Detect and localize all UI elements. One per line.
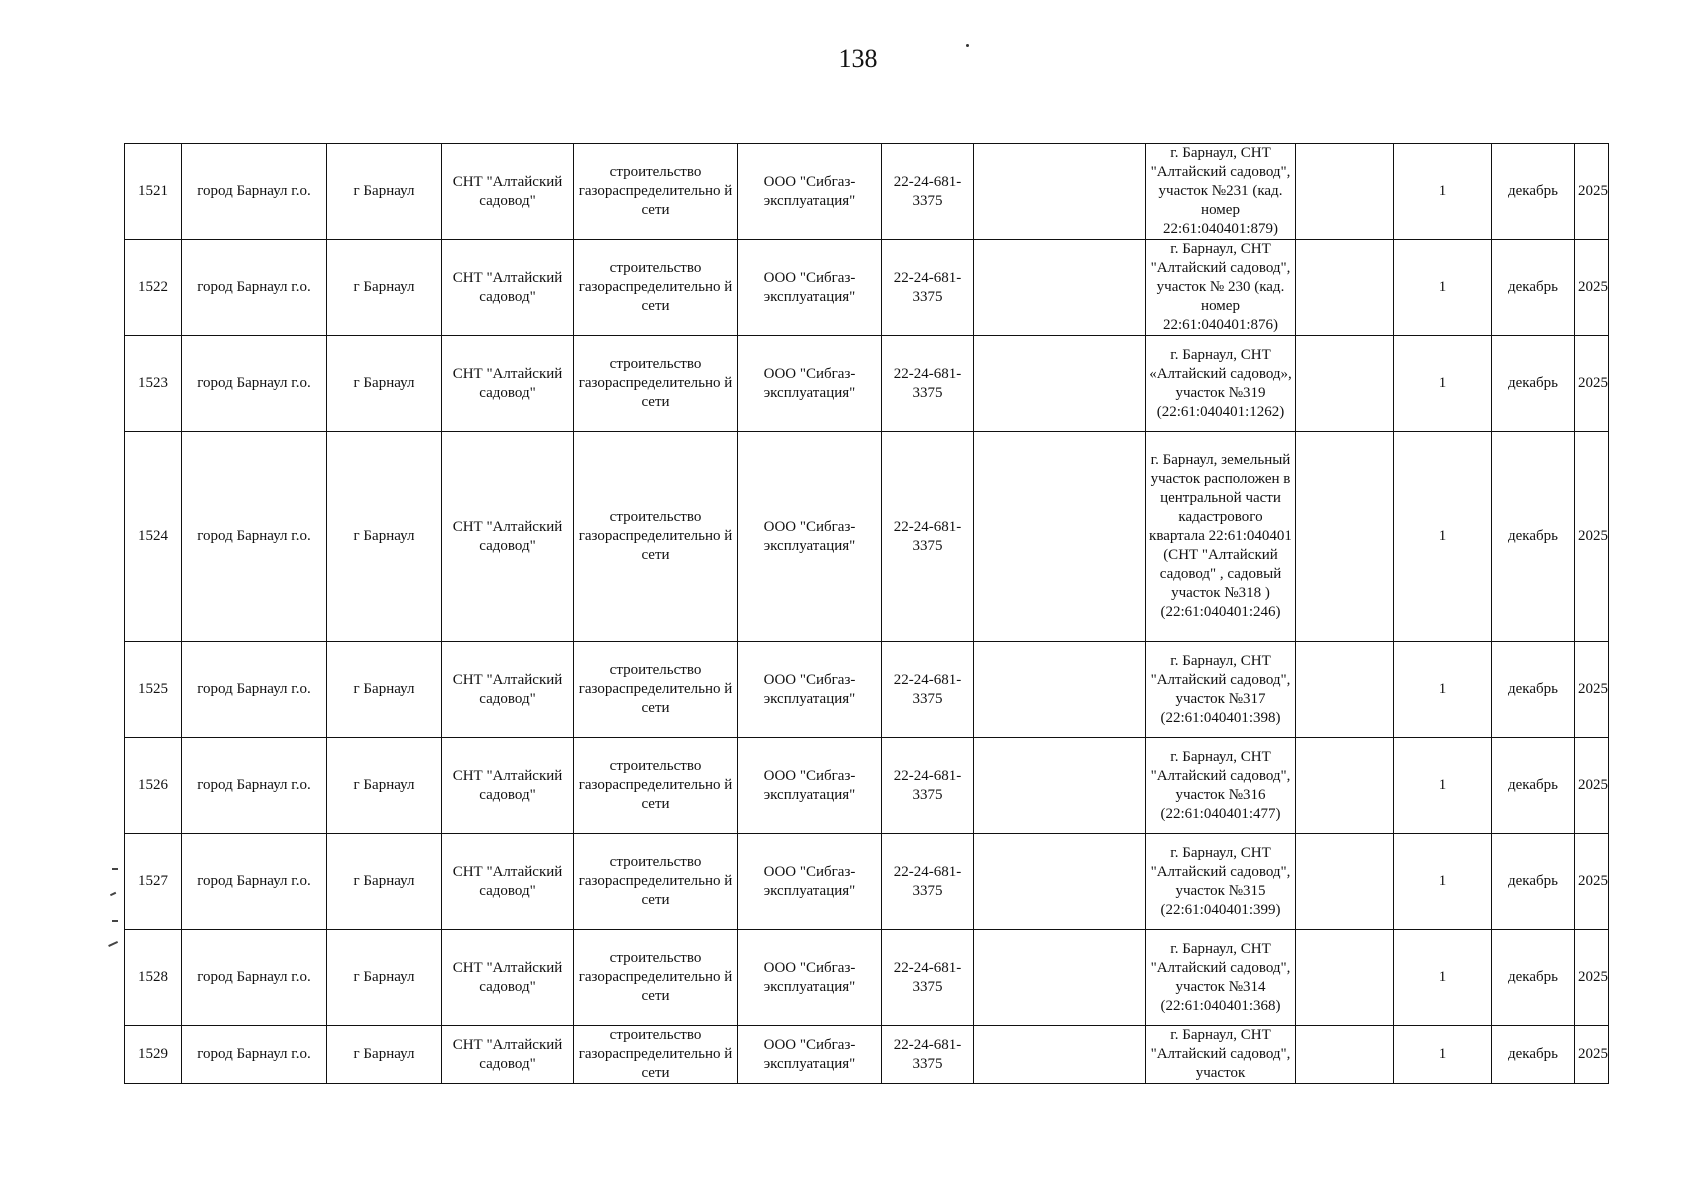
settlement-cell: г Барнаул	[327, 930, 442, 1026]
blank-cell	[1296, 642, 1394, 738]
row-number: 1524	[125, 432, 182, 642]
object-cell: СНТ "Алтайский садовод"	[442, 336, 574, 432]
blank-cell	[974, 834, 1146, 930]
municipality-cell: город Барнаул г.о.	[182, 738, 327, 834]
settlement-cell: г Барнаул	[327, 336, 442, 432]
month-cell: декабрь	[1492, 738, 1575, 834]
year-cell: 2025	[1575, 642, 1609, 738]
registration-number-cell: 22-24-681-3375	[882, 930, 974, 1026]
work-type-cell: строительство газораспределительно й сети	[574, 240, 738, 336]
registration-number-cell: 22-24-681-3375	[882, 642, 974, 738]
organization-cell: ООО "Сибгаз-эксплуатация"	[738, 930, 882, 1026]
year-cell: 2025	[1575, 336, 1609, 432]
address-cell: г. Барнаул, СНТ "Алтайский садовод", участок	[1146, 1026, 1296, 1084]
address-cell: г. Барнаул, СНТ "Алтайский садовод", участок №314 (22:61:040401:368)	[1146, 930, 1296, 1026]
table-row	[125, 432, 1609, 642]
blank-cell	[974, 240, 1146, 336]
registry-table	[124, 143, 1609, 1084]
month-cell: декабрь	[1492, 930, 1575, 1026]
address-cell: г. Барнаул, СНТ "Алтайский садовод", участок №316 (22:61:040401:477)	[1146, 738, 1296, 834]
table-row	[125, 336, 1609, 432]
blank-cell	[974, 930, 1146, 1026]
row-number: 1525	[125, 642, 182, 738]
object-cell: СНТ "Алтайский садовод"	[442, 1026, 574, 1084]
organization-cell: ООО "Сибгаз-эксплуатация"	[738, 642, 882, 738]
table-row	[125, 930, 1609, 1026]
year-cell: 2025	[1575, 834, 1609, 930]
organization-cell: ООО "Сибгаз-эксплуатация"	[738, 336, 882, 432]
month-cell: декабрь	[1492, 432, 1575, 642]
count-cell: 1	[1394, 642, 1492, 738]
row-number: 1527	[125, 834, 182, 930]
work-type-cell: строительство газораспределительно й сети	[574, 642, 738, 738]
organization-cell: ООО "Сибгаз-эксплуатация"	[738, 432, 882, 642]
work-type-cell: строительство газораспределительно й сети	[574, 1026, 738, 1084]
month-cell: декабрь	[1492, 834, 1575, 930]
municipality-cell: город Барнаул г.о.	[182, 1026, 327, 1084]
year-cell: 2025	[1575, 144, 1609, 240]
registration-number-cell: 22-24-681-3375	[882, 432, 974, 642]
table-row	[125, 834, 1609, 930]
object-cell: СНТ "Алтайский садовод"	[442, 738, 574, 834]
month-cell: декабрь	[1492, 336, 1575, 432]
blank-cell	[974, 642, 1146, 738]
work-type-cell: строительство газораспределительно й сети	[574, 432, 738, 642]
organization-cell: ООО "Сибгаз-эксплуатация"	[738, 240, 882, 336]
registration-number-cell: 22-24-681-3375	[882, 336, 974, 432]
blank-cell	[1296, 240, 1394, 336]
address-cell: г. Барнаул, СНТ «Алтайский садовод», участок №319 (22:61:040401:1262)	[1146, 336, 1296, 432]
count-cell: 1	[1394, 834, 1492, 930]
blank-cell	[1296, 432, 1394, 642]
table-row	[125, 240, 1609, 336]
blank-cell	[1296, 738, 1394, 834]
organization-cell: ООО "Сибгаз-эксплуатация"	[738, 144, 882, 240]
organization-cell: ООО "Сибгаз-эксплуатация"	[738, 834, 882, 930]
table-row	[125, 1026, 1609, 1084]
month-cell: декабрь	[1492, 144, 1575, 240]
address-cell: г. Барнаул, СНТ "Алтайский садовод", участок № 230 (кад. номер 22:61:040401:876)	[1146, 240, 1296, 336]
year-cell: 2025	[1575, 1026, 1609, 1084]
municipality-cell: город Барнаул г.о.	[182, 336, 327, 432]
work-type-cell: строительство газораспределительно й сети	[574, 144, 738, 240]
municipality-cell: город Барнаул г.о.	[182, 642, 327, 738]
month-cell: декабрь	[1492, 642, 1575, 738]
count-cell: 1	[1394, 1026, 1492, 1084]
settlement-cell: г Барнаул	[327, 240, 442, 336]
municipality-cell: город Барнаул г.о.	[182, 834, 327, 930]
settlement-cell: г Барнаул	[327, 642, 442, 738]
registration-number-cell: 22-24-681-3375	[882, 1026, 974, 1084]
address-cell: г. Барнаул, земельный участок расположен в центральной части кадастрового квартала 22:61:040401 (СНТ "Алтайский садовод" , садовый участок №318 ) (22:61:040401:246)	[1146, 432, 1296, 642]
row-number: 1522	[125, 240, 182, 336]
count-cell: 1	[1394, 336, 1492, 432]
scan-artifact-dot	[966, 44, 969, 47]
count-cell: 1	[1394, 930, 1492, 1026]
object-cell: СНТ "Алтайский садовод"	[442, 834, 574, 930]
page-number: 138	[838, 44, 878, 73]
blank-cell	[1296, 930, 1394, 1026]
count-cell: 1	[1394, 144, 1492, 240]
table-body	[125, 144, 1609, 1084]
count-cell: 1	[1394, 432, 1492, 642]
count-cell: 1	[1394, 240, 1492, 336]
blank-cell	[974, 144, 1146, 240]
month-cell: декабрь	[1492, 1026, 1575, 1084]
year-cell: 2025	[1575, 432, 1609, 642]
row-number: 1526	[125, 738, 182, 834]
blank-cell	[1296, 336, 1394, 432]
object-cell: СНТ "Алтайский садовод"	[442, 240, 574, 336]
year-cell: 2025	[1575, 738, 1609, 834]
municipality-cell: город Барнаул г.о.	[182, 432, 327, 642]
row-number: 1521	[125, 144, 182, 240]
year-cell: 2025	[1575, 240, 1609, 336]
organization-cell: ООО "Сибгаз-эксплуатация"	[738, 738, 882, 834]
municipality-cell: город Барнаул г.о.	[182, 240, 327, 336]
blank-cell	[1296, 834, 1394, 930]
blank-cell	[974, 336, 1146, 432]
registration-number-cell: 22-24-681-3375	[882, 144, 974, 240]
settlement-cell: г Барнаул	[327, 738, 442, 834]
municipality-cell: город Барнаул г.о.	[182, 930, 327, 1026]
year-cell: 2025	[1575, 930, 1609, 1026]
settlement-cell: г Барнаул	[327, 834, 442, 930]
object-cell: СНТ "Алтайский садовод"	[442, 144, 574, 240]
blank-cell	[1296, 1026, 1394, 1084]
row-number: 1528	[125, 930, 182, 1026]
registration-number-cell: 22-24-681-3375	[882, 240, 974, 336]
object-cell: СНТ "Алтайский садовод"	[442, 642, 574, 738]
object-cell: СНТ "Алтайский садовод"	[442, 930, 574, 1026]
work-type-cell: строительство газораспределительно й сети	[574, 336, 738, 432]
municipality-cell: город Барнаул г.о.	[182, 144, 327, 240]
table-row	[125, 738, 1609, 834]
address-cell: г. Барнаул, СНТ "Алтайский садовод", участок №315 (22:61:040401:399)	[1146, 834, 1296, 930]
registration-number-cell: 22-24-681-3375	[882, 834, 974, 930]
table-row	[125, 144, 1609, 240]
address-cell: г. Барнаул, СНТ "Алтайский садовод", участок №317 (22:61:040401:398)	[1146, 642, 1296, 738]
settlement-cell: г Барнаул	[327, 432, 442, 642]
organization-cell: ООО "Сибгаз-эксплуатация"	[738, 1026, 882, 1084]
table-row	[125, 642, 1609, 738]
settlement-cell: г Барнаул	[327, 144, 442, 240]
work-type-cell: строительство газораспределительно й сети	[574, 738, 738, 834]
count-cell: 1	[1394, 738, 1492, 834]
blank-cell	[974, 1026, 1146, 1084]
blank-cell	[1296, 144, 1394, 240]
blank-cell	[974, 432, 1146, 642]
settlement-cell: г Барнаул	[327, 1026, 442, 1084]
blank-cell	[974, 738, 1146, 834]
work-type-cell: строительство газораспределительно й сети	[574, 834, 738, 930]
address-cell: г. Барнаул, СНТ "Алтайский садовод", участок №231 (кад. номер 22:61:040401:879)	[1146, 144, 1296, 240]
month-cell: декабрь	[1492, 240, 1575, 336]
work-type-cell: строительство газораспределительно й сети	[574, 930, 738, 1026]
row-number: 1523	[125, 336, 182, 432]
registration-number-cell: 22-24-681-3375	[882, 738, 974, 834]
row-number: 1529	[125, 1026, 182, 1084]
object-cell: СНТ "Алтайский садовод"	[442, 432, 574, 642]
